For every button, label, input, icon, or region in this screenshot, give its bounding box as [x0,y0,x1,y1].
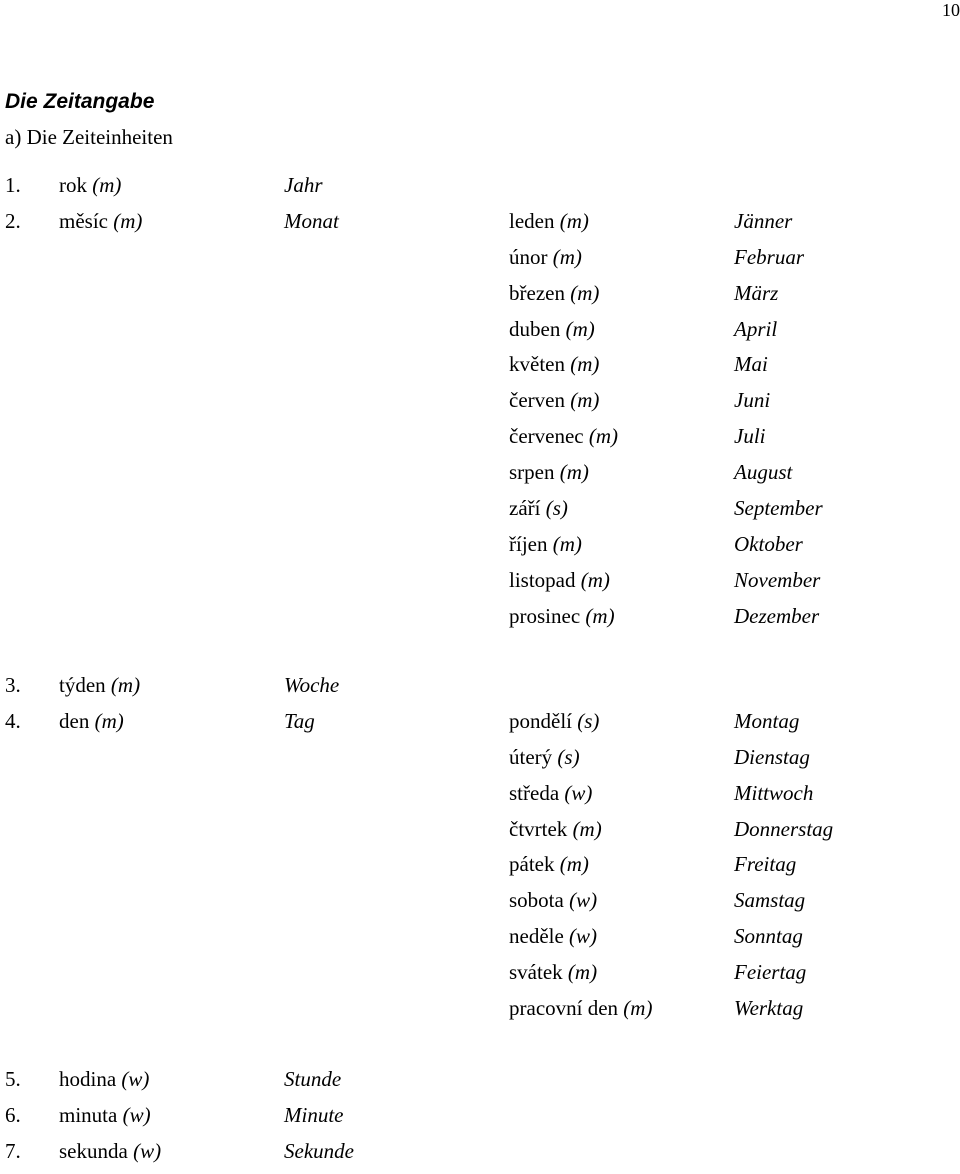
vocab-row [0,459,960,495]
heading-subtitle: a) Die Zeiteinheiten [5,125,173,149]
day-translation: Sonntag [734,924,803,949]
entry-number: 4. [5,708,21,733]
day-term: sobota (w) [509,888,598,913]
entry-number: 2. [5,208,21,233]
month-translation: Juli [734,424,766,449]
vocab-row [0,208,960,244]
vocab-row [0,816,960,852]
month-term: září (s) [509,496,568,521]
vocab-row [0,672,960,708]
german-translation: Monat [284,208,339,233]
day-term: neděle (w) [509,924,598,949]
vocab-row [0,744,960,780]
czech-term: minuta (w) [59,1102,151,1127]
month-translation: August [734,460,793,485]
heading-title: Die Zeitangabe [5,90,155,113]
month-translation: Juni [734,388,771,413]
day-translation: Mittwoch [734,780,814,805]
entry-number: 1. [5,173,21,197]
vocab-group-1 [0,172,960,639]
day-term: svátek (m) [509,960,598,985]
month-translation: November [734,567,821,592]
entry-number: 5. [5,1067,21,1091]
german-translation: Jahr [284,173,323,197]
vocab-row [0,1102,960,1138]
month-translation: Dezember [734,603,820,628]
vocab-group-2 [0,672,960,1031]
vocab-row [0,531,960,567]
day-term: pondělí (s) [509,708,600,733]
vocab-row [0,316,960,352]
entry-number: 6. [5,1102,21,1127]
month-translation: März [734,280,779,305]
day-translation: Dienstag [734,744,810,769]
month-term: únor (m) [509,244,582,269]
month-term: duben (m) [509,316,595,341]
month-term: březen (m) [509,280,600,305]
german-translation: Sekunde [284,1138,354,1163]
day-translation: Samstag [734,888,806,913]
month-translation: Jänner [734,208,793,233]
vocab-row [0,887,960,923]
day-translation: Feiertag [734,960,807,985]
vocab-row [0,351,960,387]
vocab-row [0,495,960,531]
vocab-row [0,172,960,208]
vocab-row [0,567,960,603]
czech-term: měsíc (m) [59,208,143,233]
month-term: květen (m) [509,352,600,377]
day-translation: Montag [734,708,800,733]
vocab-row [0,708,960,744]
czech-term: sekunda (w) [59,1138,162,1163]
vocab-row [0,1138,960,1174]
czech-term: rok (m) [59,173,122,197]
month-translation: Oktober [734,531,803,556]
day-term: středa (w) [509,780,593,805]
entry-number: 3. [5,673,21,697]
day-translation: Donnerstag [734,816,834,841]
month-term: listopad (m) [509,567,610,592]
month-term: srpen (m) [509,460,589,485]
german-translation: Minute [284,1102,344,1127]
month-term: červenec (m) [509,424,619,449]
month-translation: Februar [734,244,804,269]
vocab-group-3 [0,1066,960,1174]
vocab-row [0,923,960,959]
day-translation: Freitag [734,852,797,877]
day-term: pracovní den (m) [509,996,653,1021]
german-translation: Woche [284,673,340,697]
page-number: 10 [942,0,960,20]
vocab-row [0,780,960,816]
czech-term: hodina (w) [59,1067,150,1091]
month-term: leden (m) [509,208,589,233]
vocab-row [0,387,960,423]
vocab-row [0,959,960,995]
day-translation: Werktag [734,996,804,1021]
czech-term: den (m) [59,708,124,733]
month-translation: September [734,496,823,521]
month-term: červen (m) [509,388,600,413]
vocab-row [0,280,960,316]
vocab-row [0,423,960,459]
month-translation: April [734,316,778,341]
vocab-row [0,244,960,280]
german-translation: Tag [284,708,315,733]
month-term: prosinec (m) [509,603,615,628]
month-translation: Mai [734,352,768,377]
day-term: úterý (s) [509,744,580,769]
vocab-row [0,851,960,887]
month-term: říjen (m) [509,531,582,556]
day-term: pátek (m) [509,852,589,877]
day-term: čtvrtek (m) [509,816,602,841]
czech-term: týden (m) [59,673,141,697]
vocab-row [0,995,960,1031]
vocab-row [0,1066,960,1102]
vocab-row [0,603,960,639]
german-translation: Stunde [284,1067,342,1091]
entry-number: 7. [5,1138,21,1163]
